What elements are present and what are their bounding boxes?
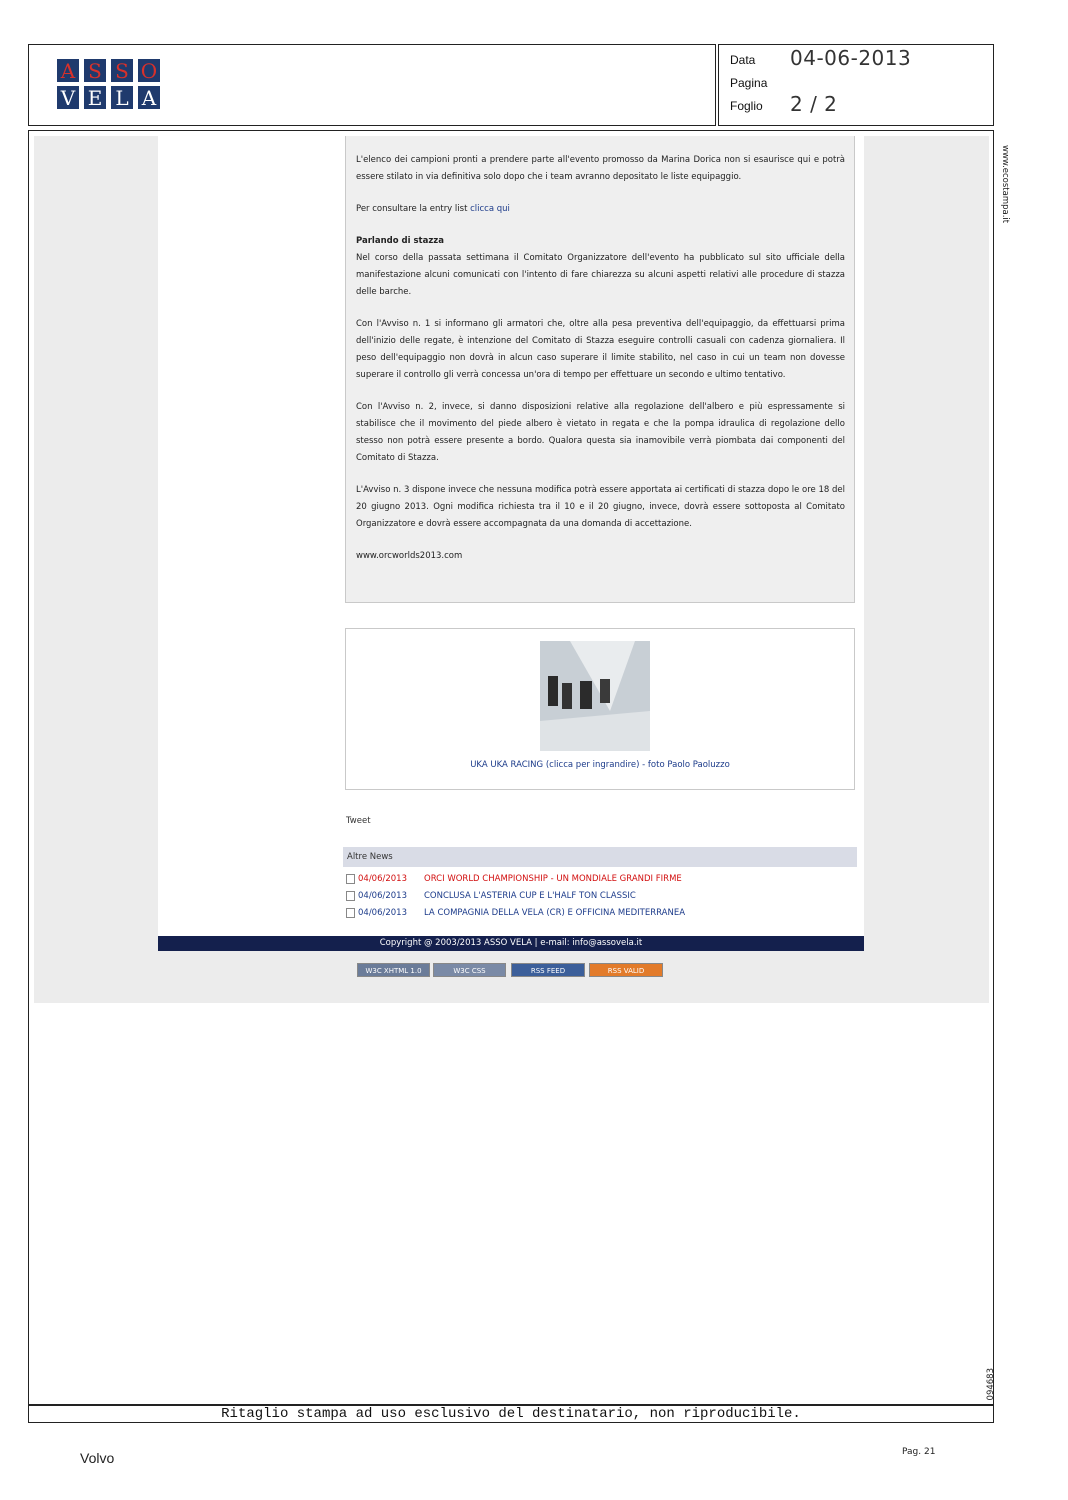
news-title[interactable]: ORCI WORLD CHAMPIONSHIP - UN MONDIALE GRANDI FIRME bbox=[424, 874, 682, 884]
article-subheading: Parlando di stazza bbox=[356, 236, 444, 246]
w3c-xhtml-badge[interactable]: W3C XHTML 1.0 bbox=[357, 963, 430, 977]
document-icon bbox=[346, 908, 355, 918]
document-icon bbox=[346, 891, 355, 901]
logo-letter: A bbox=[137, 85, 161, 110]
logo-letter: A bbox=[56, 58, 80, 83]
article-paragraph: L'elenco dei campioni pronti a prendere parte all'evento promosso da Marina Dorica non si esaurisce qui e potrà essere stilato in via definitiva solo dopo che i team avranno depositato le liste equipaggio. bbox=[356, 155, 845, 182]
footer-left-label: Volvo bbox=[80, 1450, 115, 1466]
other-news-header: Altre News bbox=[343, 847, 857, 867]
footer-notice: Ritaglio stampa ad uso esclusivo del destinatario, non riproducibile. bbox=[28, 1405, 994, 1423]
w3c-css-badge[interactable]: W3C CSS bbox=[433, 963, 506, 977]
logo-row-bottom bbox=[56, 83, 164, 110]
website-link[interactable]: www.orcworlds2013.com bbox=[356, 551, 463, 561]
rss-valid-badge[interactable]: RSS VALID bbox=[589, 963, 663, 977]
article-body bbox=[345, 136, 855, 603]
assovela-logo bbox=[56, 58, 164, 110]
sailing-photo[interactable] bbox=[540, 641, 650, 751]
foglio-value: 2 / 2 bbox=[790, 92, 838, 116]
sailing-photo-image bbox=[540, 641, 650, 751]
logo-letter: O bbox=[137, 58, 161, 83]
document-icon bbox=[346, 874, 355, 884]
side-code: 094683 bbox=[986, 1368, 996, 1401]
pagina-label: Pagina bbox=[730, 76, 768, 90]
logo-row-top bbox=[56, 58, 164, 83]
logo-letter: S bbox=[83, 58, 107, 83]
logo-letter: S bbox=[110, 58, 134, 83]
news-item[interactable] bbox=[346, 874, 682, 884]
copyright-bar: Copyright @ 2003/2013 ASSO VELA | e-mail: info@assovela.it bbox=[158, 936, 864, 951]
news-title[interactable]: LA COMPAGNIA DELLA VELA (CR) E OFFICINA MEDITERRANEA bbox=[424, 908, 686, 918]
logo-letter: E bbox=[83, 85, 107, 110]
news-date: 04/06/2013 bbox=[358, 891, 407, 901]
article-paragraph: Nel corso della passata settimana il Comitato Organizzatore dell'evento ha pubblicato sul sito ufficiale della manifestazione alcuni comunicati con l'intento di fare chiarezza su alcuni aspetti relativi alle procedure di stazza delle barche. bbox=[356, 253, 845, 297]
entry-list-paragraph bbox=[356, 201, 845, 218]
article-paragraph: Con l'Avviso n. 1 si informano gli armatori che, oltre alla pesa preventiva dell'equipaggio, da effettuarsi prima dell'inizio delle regate, è intenzione del Comitato di Stazza eseguire controlli casuali con cadenza giornaliera. Il peso dell'equipaggio non dovrà in alcun caso superare il limite stabilito, nel caso in cui un team non dovesse superare il controllo gli verrà concessa un'ora di tempo per effettuare un secondo e ultimo tentativo. bbox=[356, 319, 845, 380]
logo-letter: V bbox=[56, 85, 80, 110]
entry-list-text: Per consultare la entry list bbox=[356, 204, 471, 214]
article-paragraph: Con l'Avviso n. 2, invece, si danno disposizioni relative alla regolazione dell'albero e più espressamente si stabilisce che il movimento del piede albero è vietato in regata e che la pompa idraulica di regolazione dello stesso non potrà essere presente a bordo. Qualora questa sia inamovibile verrà piombata dai componenti del Comitato di Stazza. bbox=[356, 402, 845, 463]
article-paragraph: L'Avviso n. 3 dispone invece che nessuna modifica potrà essere apportata ai certificati di stazza dopo le ore 18 del 20 giugno 2013. Ogni modifica richiesta tra il 10 e il 20 giugno, invece, dovrà essere sottoposta al Comitato Organizzatore e dovrà essere accompagnata da una domanda di accettazione. bbox=[356, 485, 845, 529]
news-item[interactable] bbox=[346, 891, 636, 901]
page-number: Pag. 21 bbox=[902, 1447, 936, 1457]
side-url: www.ecostampa.it bbox=[1000, 145, 1010, 224]
rss-feed-badge[interactable]: RSS FEED bbox=[511, 963, 585, 977]
entry-list-link[interactable]: clicca qui bbox=[470, 204, 510, 214]
data-label: Data bbox=[730, 53, 756, 67]
logo-letter: L bbox=[110, 85, 134, 110]
tweet-link[interactable]: Tweet bbox=[346, 816, 371, 826]
news-date: 04/06/2013 bbox=[358, 874, 407, 884]
news-date: 04/06/2013 bbox=[358, 908, 407, 918]
foglio-label: Foglio bbox=[730, 99, 763, 113]
photo-caption[interactable]: UKA UKA RACING (clicca per ingrandire) - foto Paolo Paoluzzo bbox=[470, 760, 730, 770]
news-item[interactable] bbox=[346, 908, 685, 918]
data-value: 04-06-2013 bbox=[790, 46, 912, 70]
news-title[interactable]: CONCLUSA L'ASTERIA CUP E L'HALF TON CLASSIC bbox=[424, 891, 636, 901]
